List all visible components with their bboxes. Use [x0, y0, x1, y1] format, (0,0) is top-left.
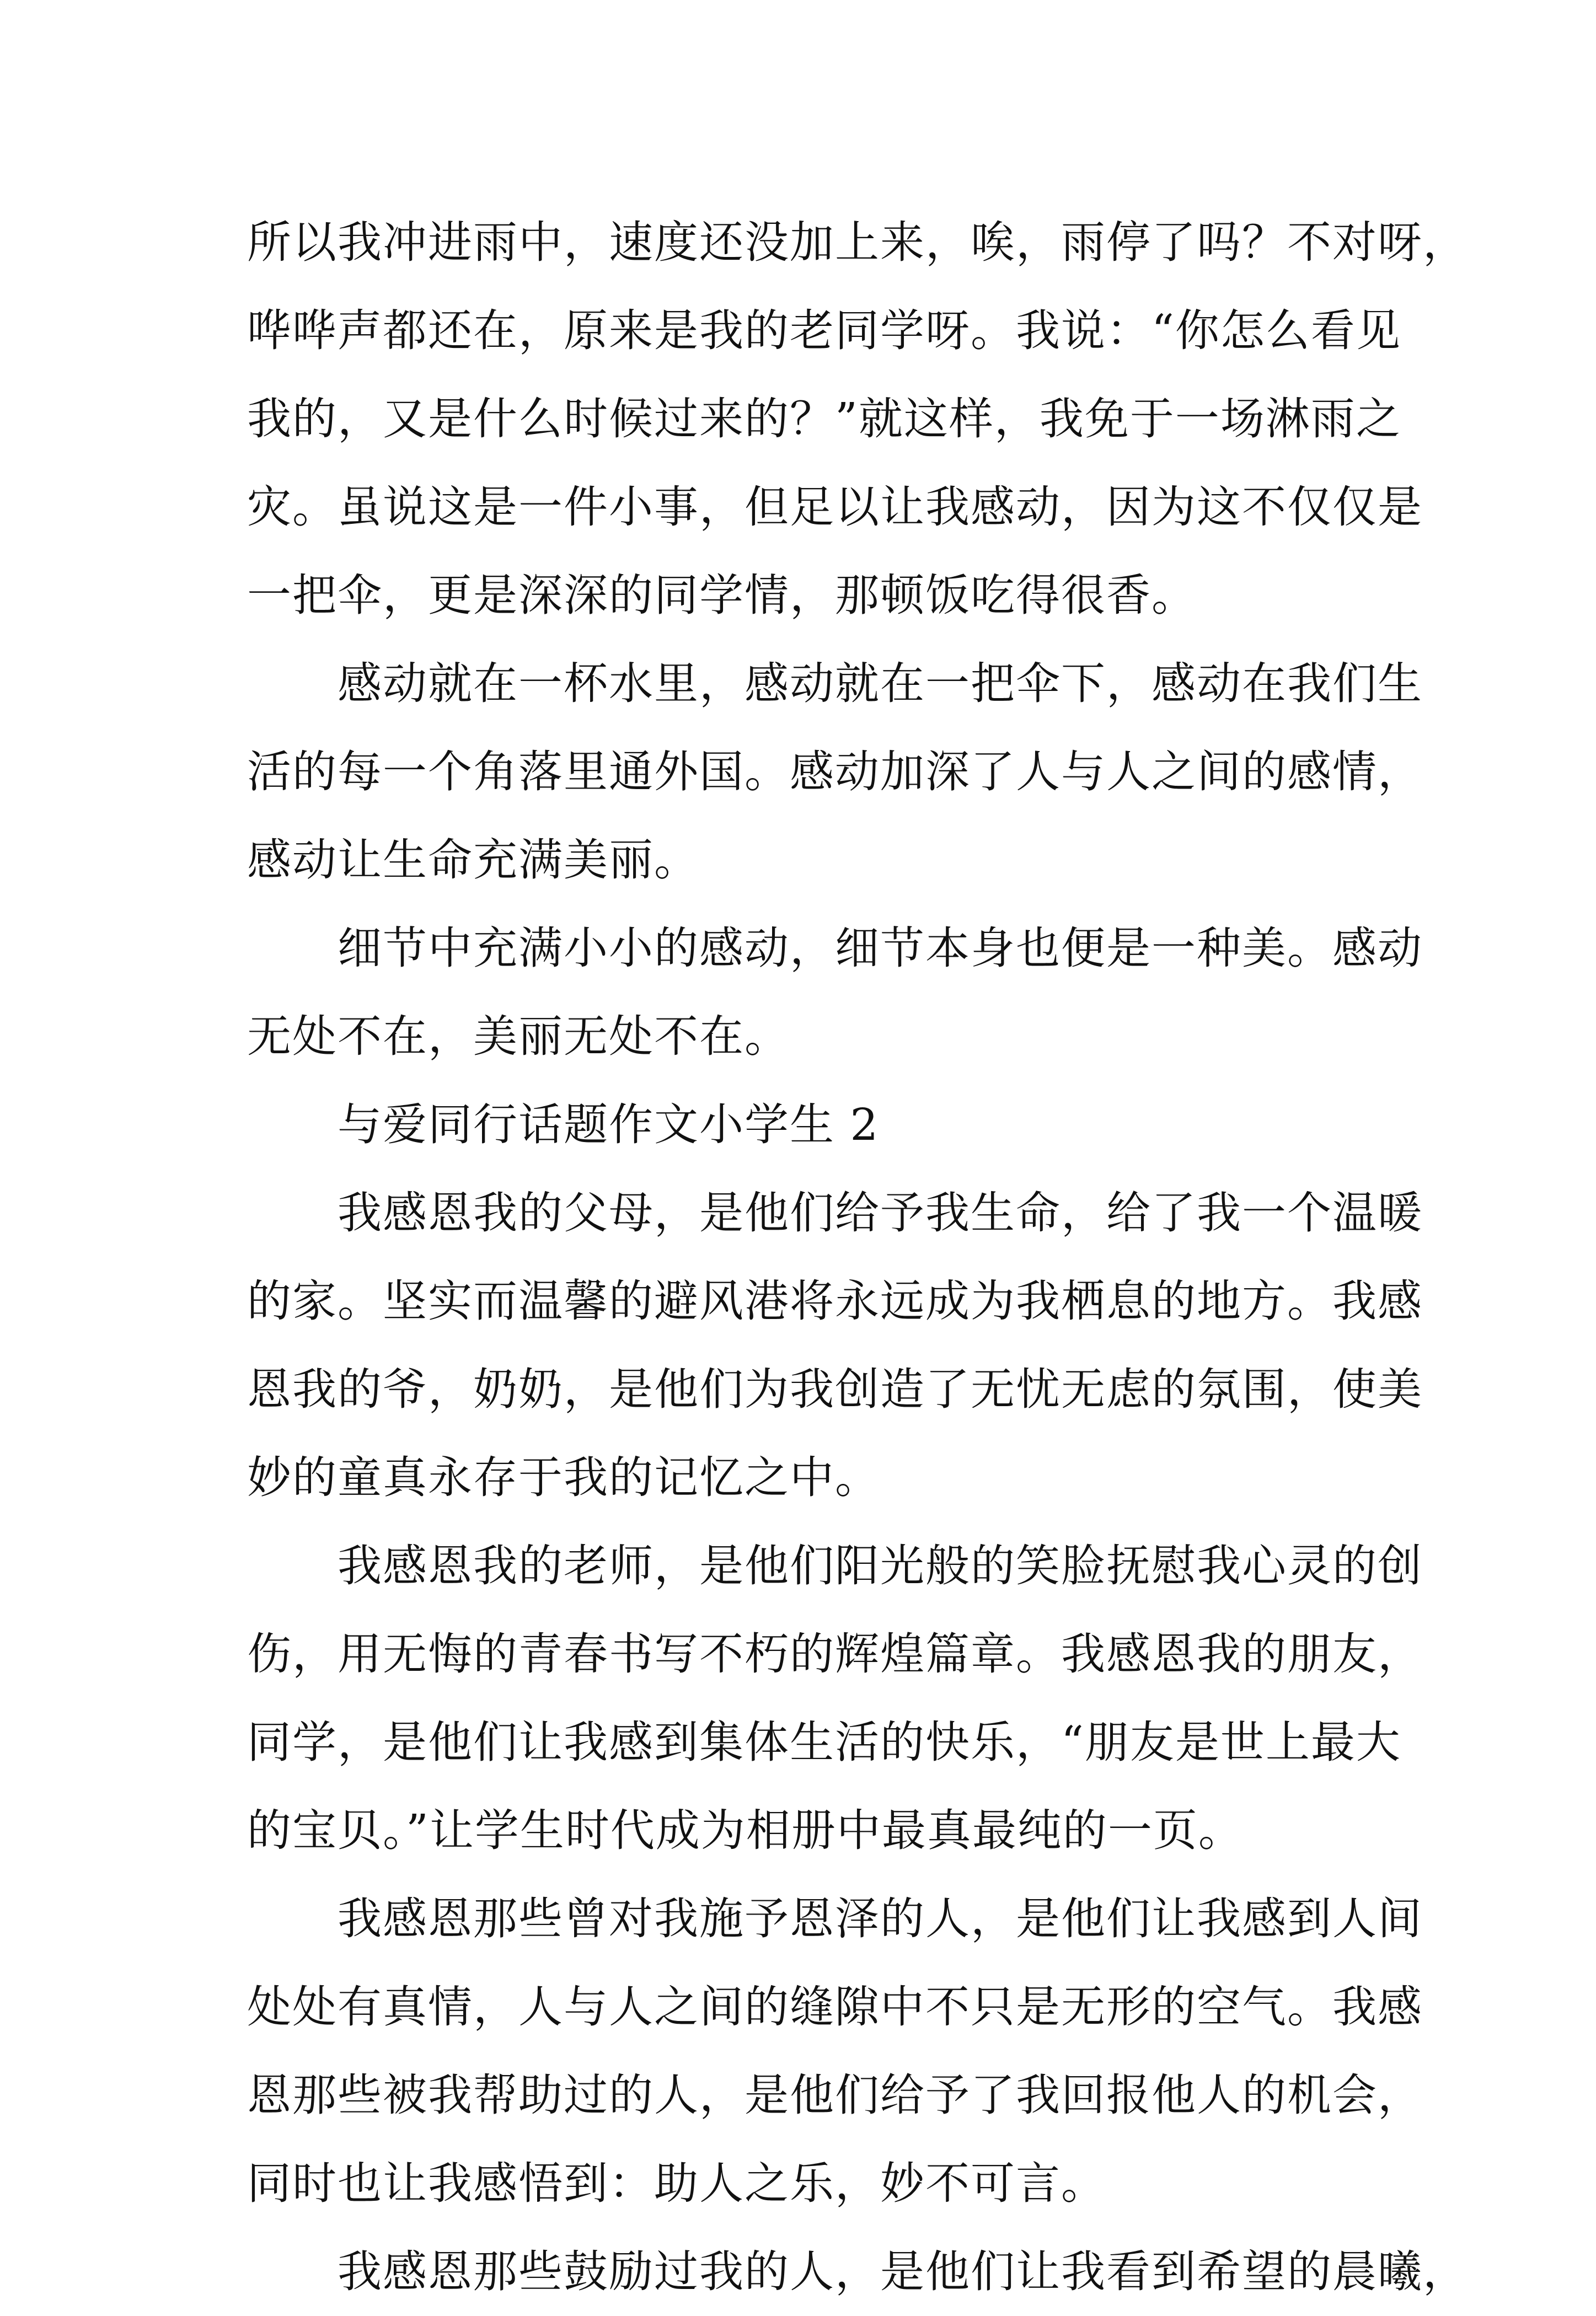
- text-line: 我感恩我的老师，是他们阳光般的笑脸抚慰我心灵的创: [338, 1540, 1423, 1591]
- text-line: 我感恩我的父母，是他们给予我生命，给了我一个温暖: [338, 1187, 1423, 1239]
- text-line: 哗哗声都还在，原来是我的老同学呀。我说：“你怎么看见: [247, 305, 1401, 356]
- text-line: 处处有真情，人与人之间的缝隙中不只是无形的空气。我感: [247, 1981, 1423, 2033]
- text-line: 无处不在，美丽无处不在。: [247, 1011, 790, 1062]
- text-line: 恩那些被我帮助过的人，是他们给予了我回报他人的机会，: [247, 2070, 1423, 2121]
- text-line: 所以我冲进雨中，速度还没加上来，唉，雨停了吗？不对呀，: [247, 217, 1468, 268]
- text-line: 同时也让我感悟到：助人之乐，妙不可言。: [247, 2158, 1106, 2209]
- text-line: 我感恩那些鼓励过我的人，是他们让我看到希望的晨曦，: [338, 2246, 1468, 2297]
- text-line: 一把伞，更是深深的同学情，那顿饭吃得很香。: [247, 570, 1197, 621]
- text-line: 活的每一个角落里通外国。感动加深了人与人之间的感情，: [247, 746, 1423, 797]
- section-heading: 与爱同行话题作文小学生 2: [338, 1099, 880, 1150]
- text-line: 伤，用无悔的青春书写不朽的辉煌篇章。我感恩我的朋友，: [247, 1628, 1423, 1680]
- text-line: 妙的童真永存于我的记忆之中。: [247, 1452, 880, 1503]
- text-line: 感动让生命充满美丽。: [247, 834, 699, 886]
- text-line: 的家。坚实而温馨的避风港将永远成为我栖息的地方。我感: [247, 1275, 1423, 1327]
- text-line: 灾。虽说这是一件小事，但足以让我感动，因为这不仅仅是: [247, 481, 1423, 533]
- text-line: 我感恩那些曾对我施予恩泽的人，是他们让我感到人间: [338, 1893, 1423, 1944]
- text-line: 的宝贝。”让学生时代成为相册中最真最纯的一页。: [247, 1805, 1244, 1856]
- body-text: [247, 199, 1468, 2316]
- text-line: 同学，是他们让我感到集体生活的快乐，“朋友是世上最大: [247, 1717, 1401, 1768]
- text-line: 感动就在一杯水里，感动就在一把伞下，感动在我们生: [338, 658, 1423, 709]
- text-line: 细节中充满小小的感动，细节本身也便是一种美。感动: [338, 923, 1423, 974]
- text-line: 我的，又是什么时候过来的？”就这样，我免于一场淋雨之: [247, 393, 1401, 444]
- text-line: 恩我的爷，奶奶，是他们为我创造了无忧无虑的氛围，使美: [247, 1364, 1423, 1415]
